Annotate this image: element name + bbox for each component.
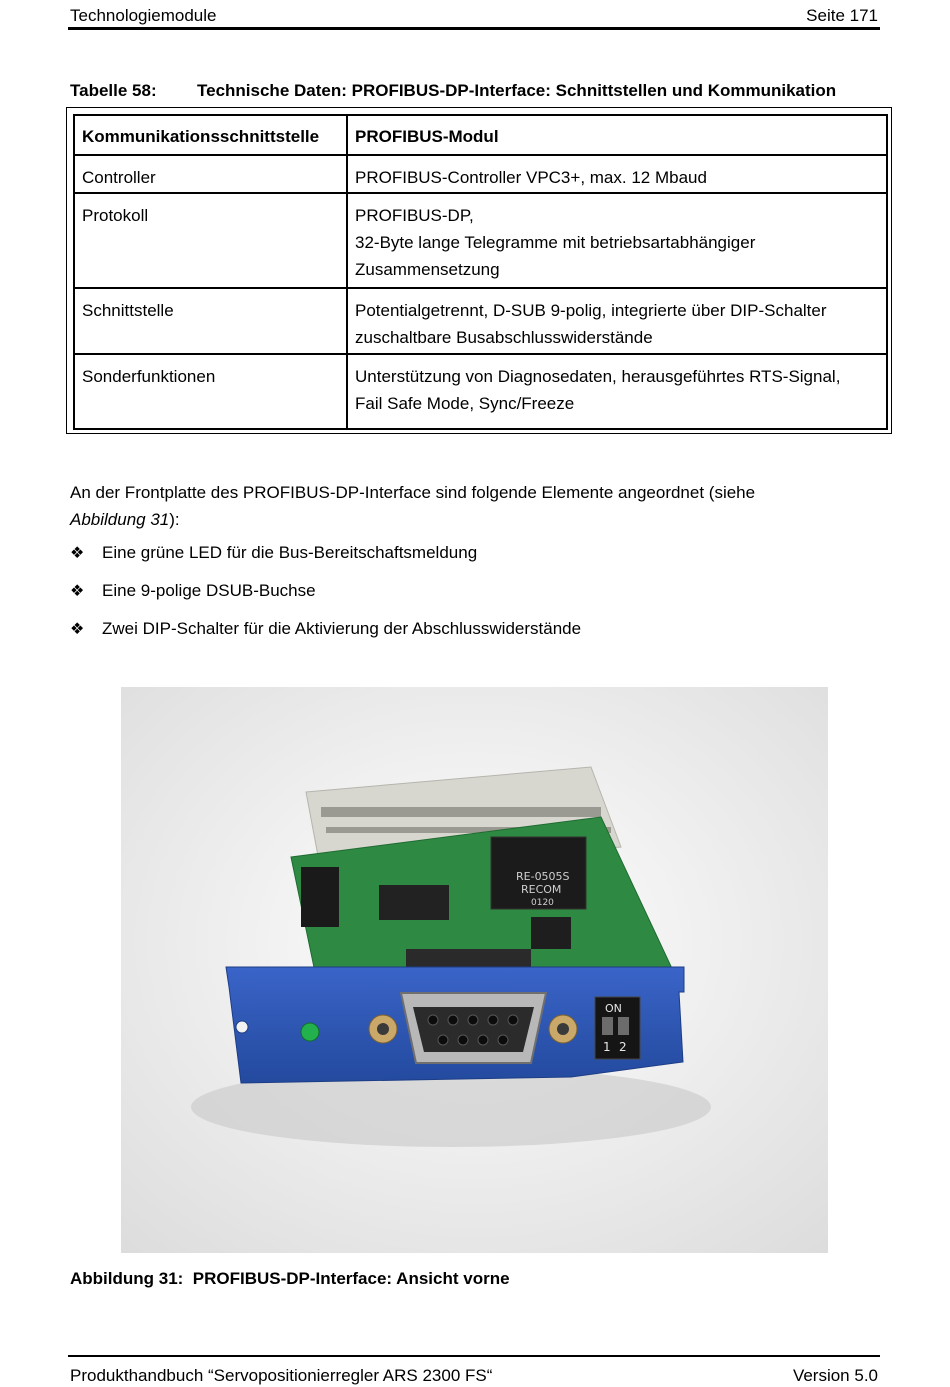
controller-chip xyxy=(379,885,449,920)
dip-number: 1 xyxy=(603,1040,611,1054)
table-caption xyxy=(70,81,836,101)
list-item xyxy=(70,543,477,563)
table-value-line: PROFIBUS-DP, xyxy=(355,206,474,225)
table-value-line: Zusammensetzung xyxy=(355,260,500,279)
chip-label: RECOM xyxy=(521,883,562,896)
table-key-cell: Protokoll xyxy=(75,193,347,288)
table-key-cell: Controller xyxy=(75,155,347,193)
footer-document-title: Produkthandbuch “Servopositionierregler ARS 2300 FS“ xyxy=(70,1366,493,1385)
small-chip xyxy=(531,917,571,949)
profibus-module-photo xyxy=(121,687,828,1253)
table-caption-title: Technische Daten: PROFIBUS-DP-Interface: Schnittstellen und Kommunikation xyxy=(197,81,837,100)
header-section-title: Technologiemodule xyxy=(70,6,217,25)
small-chip xyxy=(301,867,339,927)
intro-text: An der Frontplatte des PROFIBUS-DP-Interface sind folgende Elemente angeordnet (siehe xyxy=(70,483,756,502)
list-item xyxy=(70,581,316,601)
spec-table xyxy=(75,116,886,430)
dsub-socket xyxy=(413,1007,534,1052)
dip-toggle xyxy=(618,1017,629,1035)
header-page-number: Seite 171 xyxy=(806,6,878,25)
chip-label: RE-0505S xyxy=(516,870,570,883)
table-value-cell xyxy=(347,288,886,354)
table-value-line: zuschaltbare Busabschlusswiderstände xyxy=(355,328,653,347)
table-key-cell: Schnittstelle xyxy=(75,288,347,354)
intro-suffix: ): xyxy=(169,510,180,529)
table-row xyxy=(75,354,886,430)
table-value-cell xyxy=(347,155,886,193)
diamond-bullet-icon: ❖ xyxy=(70,543,85,562)
dip-on-label: ON xyxy=(605,1002,622,1015)
figure-caption-label: Abbildung 31: xyxy=(70,1269,184,1288)
table-value-line: Potentialgetrennt, D-SUB 9-polig, integrierte über DIP-Schalter xyxy=(355,301,827,320)
table-value-cell xyxy=(347,193,886,288)
diamond-bullet-icon: ❖ xyxy=(70,619,85,638)
green-led-icon xyxy=(301,1023,319,1041)
header-divider xyxy=(68,27,880,30)
figure-caption-title: PROFIBUS-DP-Interface: Ansicht vorne xyxy=(192,1269,510,1288)
table-value-line: Fail Safe Mode, Sync/Freeze xyxy=(355,394,575,413)
list-item-text: Zwei DIP-Schalter für die Aktivierung der Abschlusswiderstände xyxy=(102,619,582,638)
table-key-cell: Sonderfunktionen xyxy=(75,354,347,430)
dip-number: 2 xyxy=(619,1040,627,1054)
mounting-hole xyxy=(236,1021,248,1033)
table-row xyxy=(75,288,886,354)
table-header-row xyxy=(75,116,886,155)
table-value-cell xyxy=(347,354,886,430)
table-value-line: 32-Byte lange Telegramme mit betriebsartabhängiger xyxy=(355,233,756,252)
footer-divider xyxy=(68,1355,880,1357)
table-row xyxy=(75,155,886,193)
table-value-line: Unterstützung von Diagnosedaten, herausgeführtes RTS-Signal, xyxy=(355,367,841,386)
table-caption-label: Tabelle 58: xyxy=(70,81,157,100)
table-row xyxy=(75,193,886,288)
list-item-text: Eine grüne LED für die Bus-Bereitschaftsmeldung xyxy=(102,543,478,562)
figure-reference: Abbildung 31 xyxy=(70,510,170,529)
diamond-bullet-icon: ❖ xyxy=(70,581,85,600)
table-header-cell: Kommunikationsschnittstelle xyxy=(75,116,347,155)
table-header-cell: PROFIBUS-Modul xyxy=(347,116,886,155)
footer-version: Version 5.0 xyxy=(792,1366,878,1385)
dip-toggle xyxy=(602,1017,613,1035)
list-item-text: Eine 9-polige DSUB-Buchse xyxy=(102,581,316,600)
figure-caption xyxy=(70,1269,510,1289)
intro-paragraph xyxy=(70,479,850,533)
table-value-line: PROFIBUS-Controller VPC3+, max. 12 Mbaud xyxy=(355,168,707,187)
chip-label: 0120 xyxy=(531,898,554,908)
list-item xyxy=(70,619,581,639)
